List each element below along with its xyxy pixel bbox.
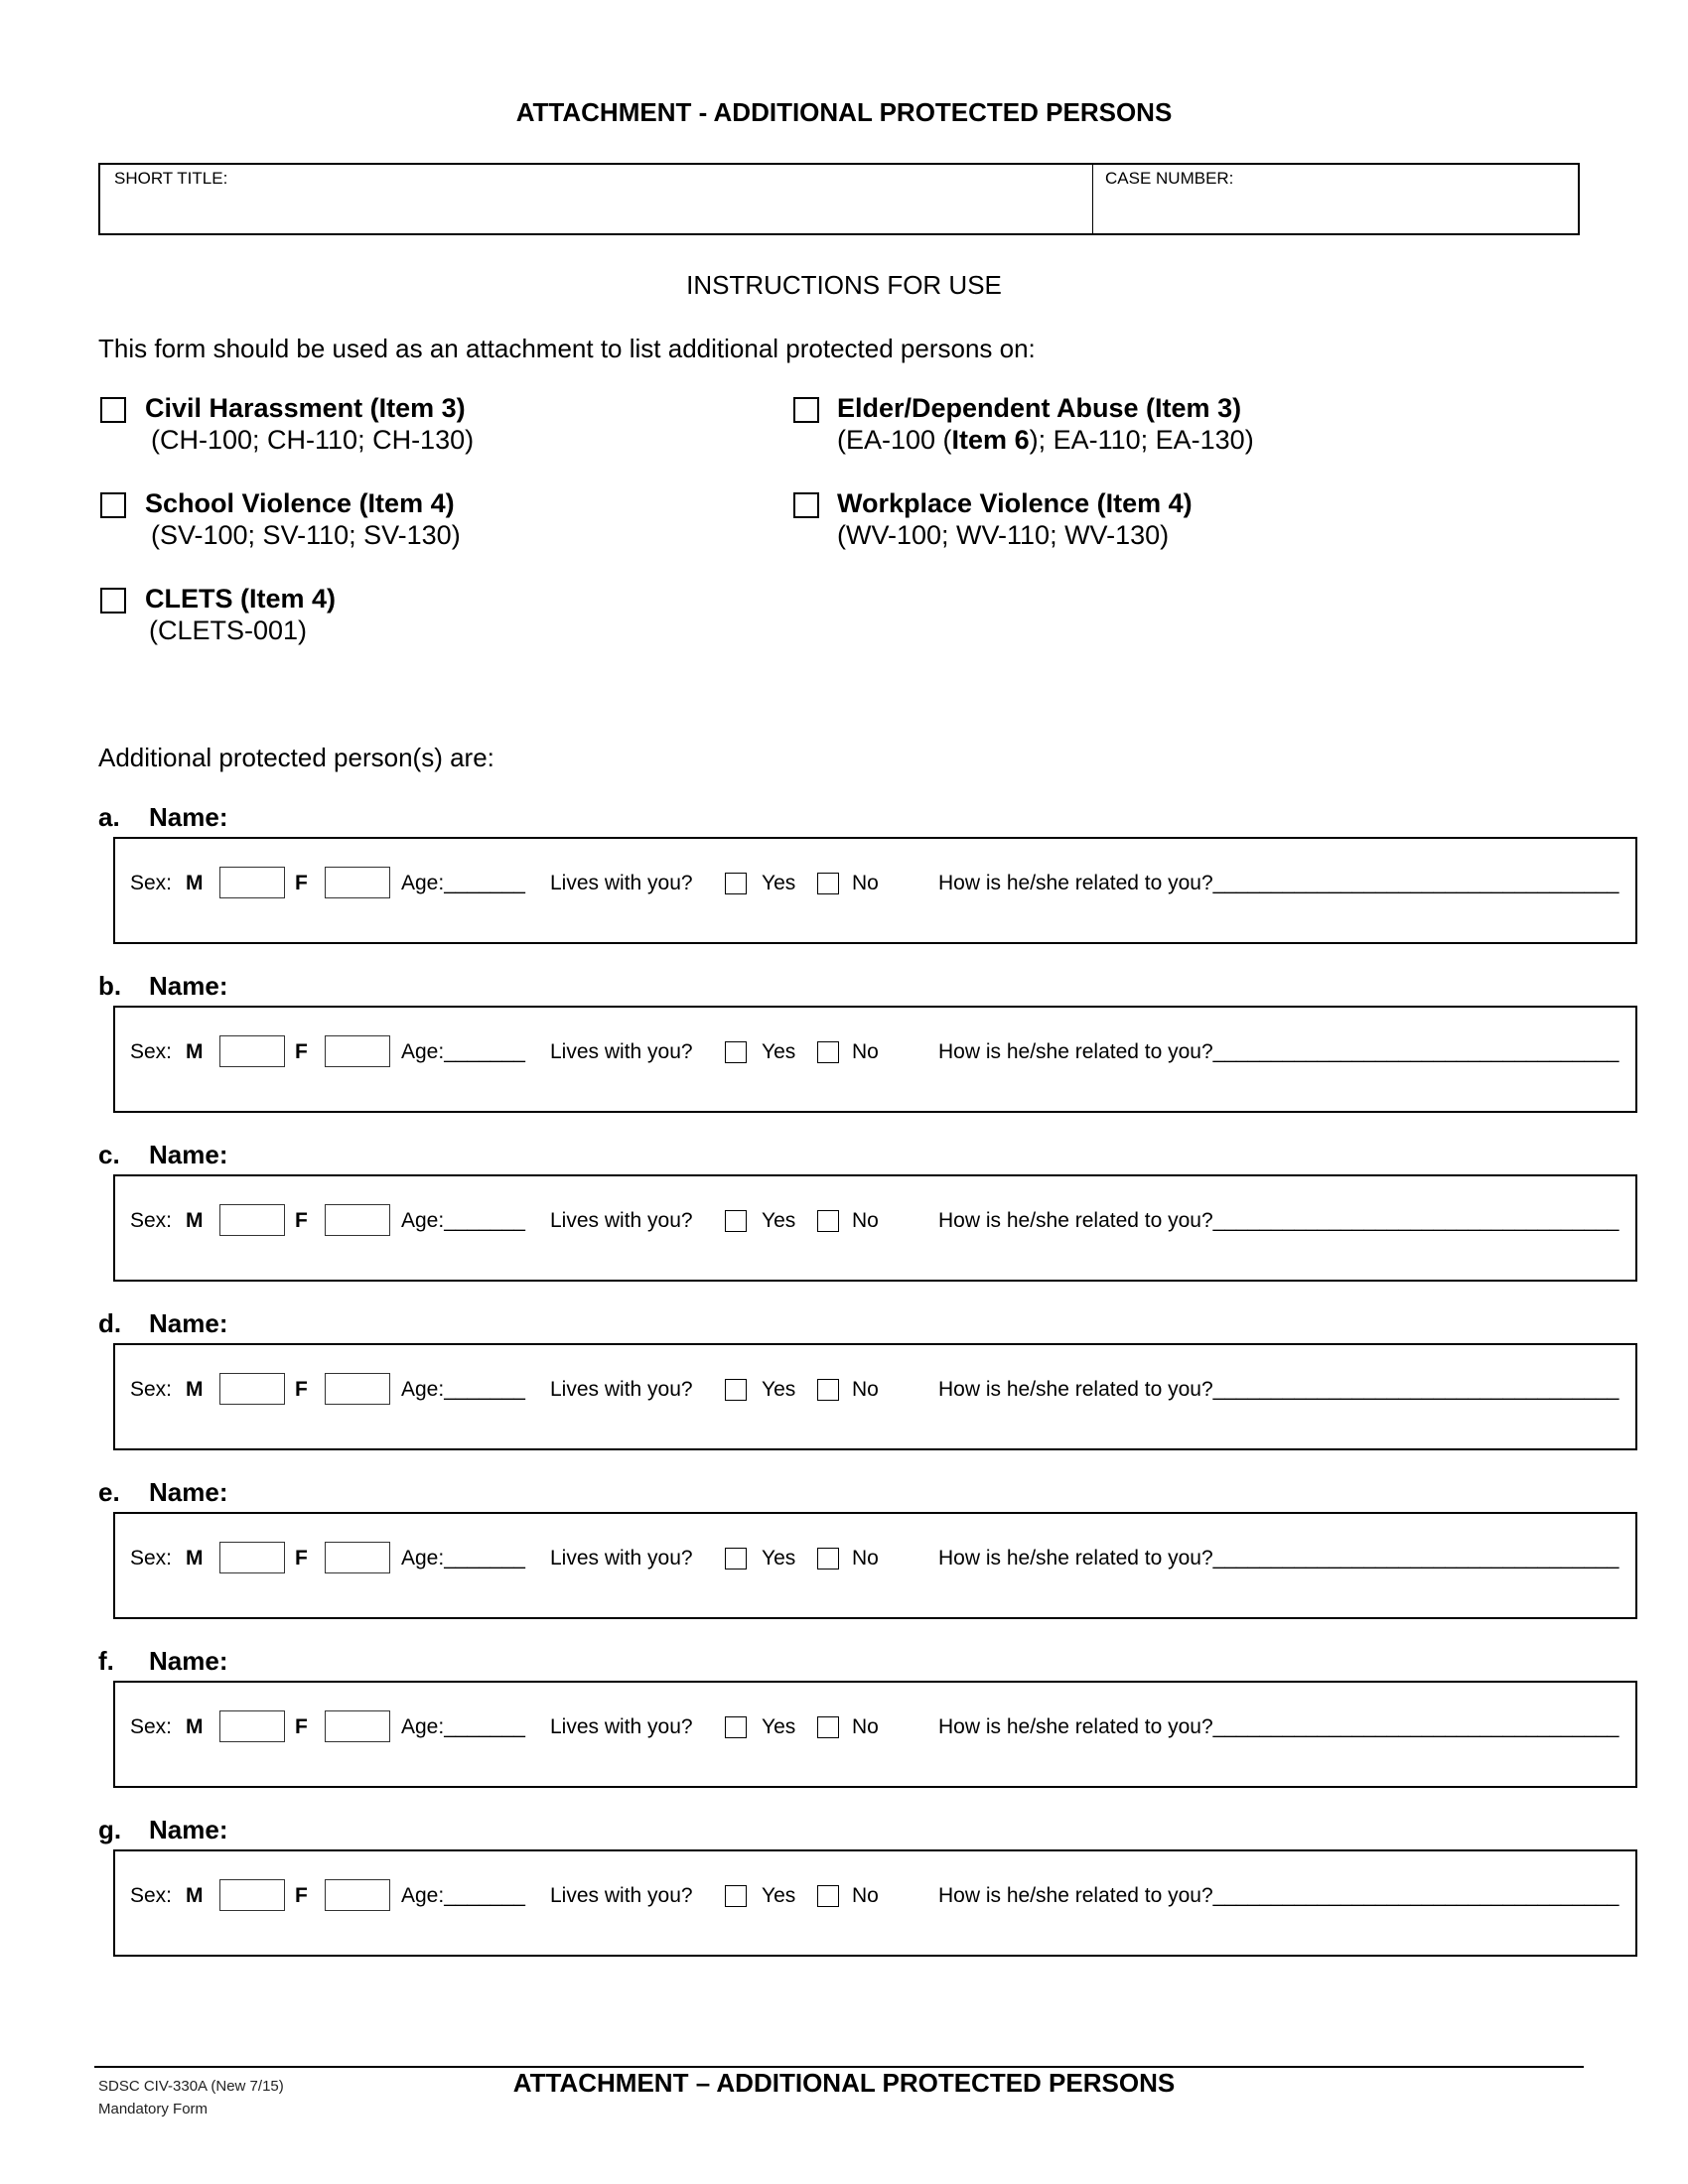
person-letter: c. <box>98 1140 120 1169</box>
lives-no-checkbox[interactable] <box>817 1548 839 1570</box>
person-row <box>115 1204 1635 1238</box>
sex-f-label: F <box>295 872 308 894</box>
lives-yes-checkbox[interactable] <box>725 1379 747 1401</box>
person-letter: f. <box>98 1646 114 1676</box>
person-row <box>115 1373 1635 1407</box>
lives-no-label: No <box>852 1547 879 1570</box>
sex-m-input[interactable] <box>219 1710 285 1742</box>
lives-with-label: Lives with you? <box>550 1378 693 1401</box>
clets-forms: (CLETS-001) <box>149 615 308 645</box>
lives-no-checkbox[interactable] <box>817 1716 839 1738</box>
relation-field[interactable]: How is he/she related to you?___________________________________ <box>938 1884 1619 1907</box>
sex-m-input[interactable] <box>219 1035 285 1067</box>
sex-f-label: F <box>295 1715 308 1738</box>
relation-field[interactable]: How is he/she related to you?___________________________________ <box>938 872 1619 894</box>
person-row <box>115 1879 1635 1913</box>
civil-harassment-checkbox[interactable] <box>100 397 126 423</box>
school-violence-title: School Violence (Item 4) <box>145 488 455 518</box>
sex-label: Sex: <box>130 872 173 894</box>
instructions-intro: This form should be used as an attachment to list additional protected persons on: <box>98 334 1036 363</box>
sex-m-input[interactable] <box>219 1204 285 1236</box>
sex-f-label: F <box>295 1547 308 1570</box>
lives-with-label: Lives with you? <box>550 1040 693 1063</box>
sex-m-input[interactable] <box>219 1373 285 1405</box>
lives-yes-checkbox[interactable] <box>725 1548 747 1570</box>
lives-no-checkbox[interactable] <box>817 1885 839 1907</box>
sex-m-label: M <box>186 1884 204 1907</box>
person-name-label: Name: <box>149 1815 228 1844</box>
sex-f-input[interactable] <box>325 1879 390 1911</box>
instructions-title: INSTRUCTIONS FOR USE <box>686 270 1002 300</box>
lives-yes-label: Yes <box>762 1547 796 1570</box>
sex-label: Sex: <box>130 1715 173 1738</box>
civil-harassment-forms: (CH-100; CH-110; CH-130) <box>151 425 475 455</box>
person-name-label: Name: <box>149 802 228 832</box>
additional-intro: Additional protected person(s) are: <box>98 743 494 772</box>
lives-yes-label: Yes <box>762 872 796 894</box>
lives-no-checkbox[interactable] <box>817 1379 839 1401</box>
sex-f-input[interactable] <box>325 1542 390 1573</box>
elder-abuse-title: Elder/Dependent Abuse (Item 3) <box>837 393 1242 423</box>
lives-with-label: Lives with you? <box>550 1209 693 1232</box>
sex-m-label: M <box>186 1378 204 1401</box>
lives-no-checkbox[interactable] <box>817 873 839 894</box>
lives-yes-checkbox[interactable] <box>725 873 747 894</box>
clets-checkbox[interactable] <box>100 588 126 614</box>
workplace-violence-title: Workplace Violence (Item 4) <box>837 488 1193 518</box>
lives-yes-label: Yes <box>762 1884 796 1907</box>
lives-yes-checkbox[interactable] <box>725 1041 747 1063</box>
lives-with-label: Lives with you? <box>550 1547 693 1570</box>
lives-yes-label: Yes <box>762 1040 796 1063</box>
sex-f-label: F <box>295 1884 308 1907</box>
workplace-violence-checkbox[interactable] <box>793 492 819 518</box>
footer-mandatory: Mandatory Form <box>98 2101 209 2117</box>
sex-m-input[interactable] <box>219 1879 285 1911</box>
short-title-label: SHORT TITLE: <box>114 169 228 188</box>
person-box <box>113 837 1637 944</box>
sex-label: Sex: <box>130 1547 173 1570</box>
person-letter: e. <box>98 1477 120 1507</box>
elder-abuse-forms-item: Item 6 <box>951 425 1030 455</box>
person-row <box>115 1035 1635 1069</box>
case-number-label: CASE NUMBER: <box>1105 169 1234 188</box>
header-box <box>98 163 1580 235</box>
sex-f-input[interactable] <box>325 1373 390 1405</box>
sex-m-label: M <box>186 1547 204 1570</box>
sex-label: Sex: <box>130 1884 173 1907</box>
age-field[interactable]: Age:_______ <box>401 1209 525 1232</box>
sex-label: Sex: <box>130 1209 173 1232</box>
sex-f-label: F <box>295 1378 308 1401</box>
lives-with-label: Lives with you? <box>550 872 693 894</box>
lives-with-label: Lives with you? <box>550 1884 693 1907</box>
sex-f-label: F <box>295 1040 308 1063</box>
lives-no-label: No <box>852 1209 879 1232</box>
relation-field[interactable]: How is he/she related to you?___________________________________ <box>938 1547 1619 1570</box>
person-row <box>115 867 1635 900</box>
person-name-label: Name: <box>149 1646 228 1676</box>
person-name-label: Name: <box>149 1477 228 1507</box>
sex-m-label: M <box>186 1209 204 1232</box>
lives-yes-label: Yes <box>762 1209 796 1232</box>
elder-abuse-checkbox[interactable] <box>793 397 819 423</box>
person-row <box>115 1542 1635 1575</box>
lives-yes-checkbox[interactable] <box>725 1885 747 1907</box>
footer-form-code: SDSC CIV-330A (New 7/15) <box>98 2078 284 2095</box>
lives-no-label: No <box>852 1715 879 1738</box>
lives-with-label: Lives with you? <box>550 1715 693 1738</box>
lives-yes-label: Yes <box>762 1715 796 1738</box>
relation-field[interactable]: How is he/she related to you?___________________________________ <box>938 1378 1619 1401</box>
elder-abuse-forms <box>837 425 1254 456</box>
age-field[interactable]: Age:_______ <box>401 872 525 894</box>
lives-yes-checkbox[interactable] <box>725 1716 747 1738</box>
sex-m-label: M <box>186 1715 204 1738</box>
lives-no-label: No <box>852 1040 879 1063</box>
civil-harassment-title: Civil Harassment (Item 3) <box>145 393 466 423</box>
lives-no-checkbox[interactable] <box>817 1210 839 1232</box>
person-box <box>113 1006 1637 1113</box>
sex-label: Sex: <box>130 1378 173 1401</box>
lives-no-checkbox[interactable] <box>817 1041 839 1063</box>
person-name-label: Name: <box>149 1308 228 1338</box>
footer-title: ATTACHMENT – ADDITIONAL PROTECTED PERSONS <box>512 2068 1176 2098</box>
lives-no-label: No <box>852 1884 879 1907</box>
age-field[interactable]: Age:_______ <box>401 1884 525 1907</box>
sex-f-input[interactable] <box>325 1710 390 1742</box>
person-letter: g. <box>98 1815 122 1844</box>
relation-field[interactable]: How is he/she related to you?___________________________________ <box>938 1209 1619 1232</box>
person-name-label: Name: <box>149 1140 228 1169</box>
sex-m-label: M <box>186 872 204 894</box>
sex-f-label: F <box>295 1209 308 1232</box>
person-row <box>115 1710 1635 1744</box>
lives-yes-label: Yes <box>762 1378 796 1401</box>
sex-m-input[interactable] <box>219 1542 285 1573</box>
lives-no-label: No <box>852 872 879 894</box>
person-letter: a. <box>98 802 120 832</box>
elder-abuse-forms-suffix: ); EA-110; EA-130) <box>1029 425 1254 455</box>
age-field[interactable]: Age:_______ <box>401 1715 525 1738</box>
age-field[interactable]: Age:_______ <box>401 1040 525 1063</box>
person-box <box>113 1681 1637 1788</box>
sex-f-input[interactable] <box>325 1204 390 1236</box>
age-field[interactable]: Age:_______ <box>401 1547 525 1570</box>
school-violence-forms: (SV-100; SV-110; SV-130) <box>151 520 461 550</box>
person-box <box>113 1174 1637 1282</box>
person-name-label: Name: <box>149 971 228 1001</box>
person-box <box>113 1512 1637 1619</box>
elder-abuse-forms-prefix: (EA-100 ( <box>837 425 952 455</box>
sex-f-input[interactable] <box>325 867 390 898</box>
sex-m-label: M <box>186 1040 204 1063</box>
person-letter: d. <box>98 1308 122 1338</box>
sex-label: Sex: <box>130 1040 173 1063</box>
workplace-violence-forms: (WV-100; WV-110; WV-130) <box>837 520 1170 550</box>
sex-f-input[interactable] <box>325 1035 390 1067</box>
relation-field[interactable]: How is he/she related to you?___________________________________ <box>938 1715 1619 1738</box>
age-field[interactable]: Age:_______ <box>401 1378 525 1401</box>
sex-m-input[interactable] <box>219 867 285 898</box>
header-divider <box>1092 165 1093 233</box>
person-letter: b. <box>98 971 122 1001</box>
relation-field[interactable]: How is he/she related to you?___________________________________ <box>938 1040 1619 1063</box>
lives-yes-checkbox[interactable] <box>725 1210 747 1232</box>
form-title: ATTACHMENT - ADDITIONAL PROTECTED PERSONS <box>515 97 1173 127</box>
person-box <box>113 1849 1637 1957</box>
person-box <box>113 1343 1637 1450</box>
school-violence-checkbox[interactable] <box>100 492 126 518</box>
lives-no-label: No <box>852 1378 879 1401</box>
clets-title: CLETS (Item 4) <box>145 584 337 614</box>
